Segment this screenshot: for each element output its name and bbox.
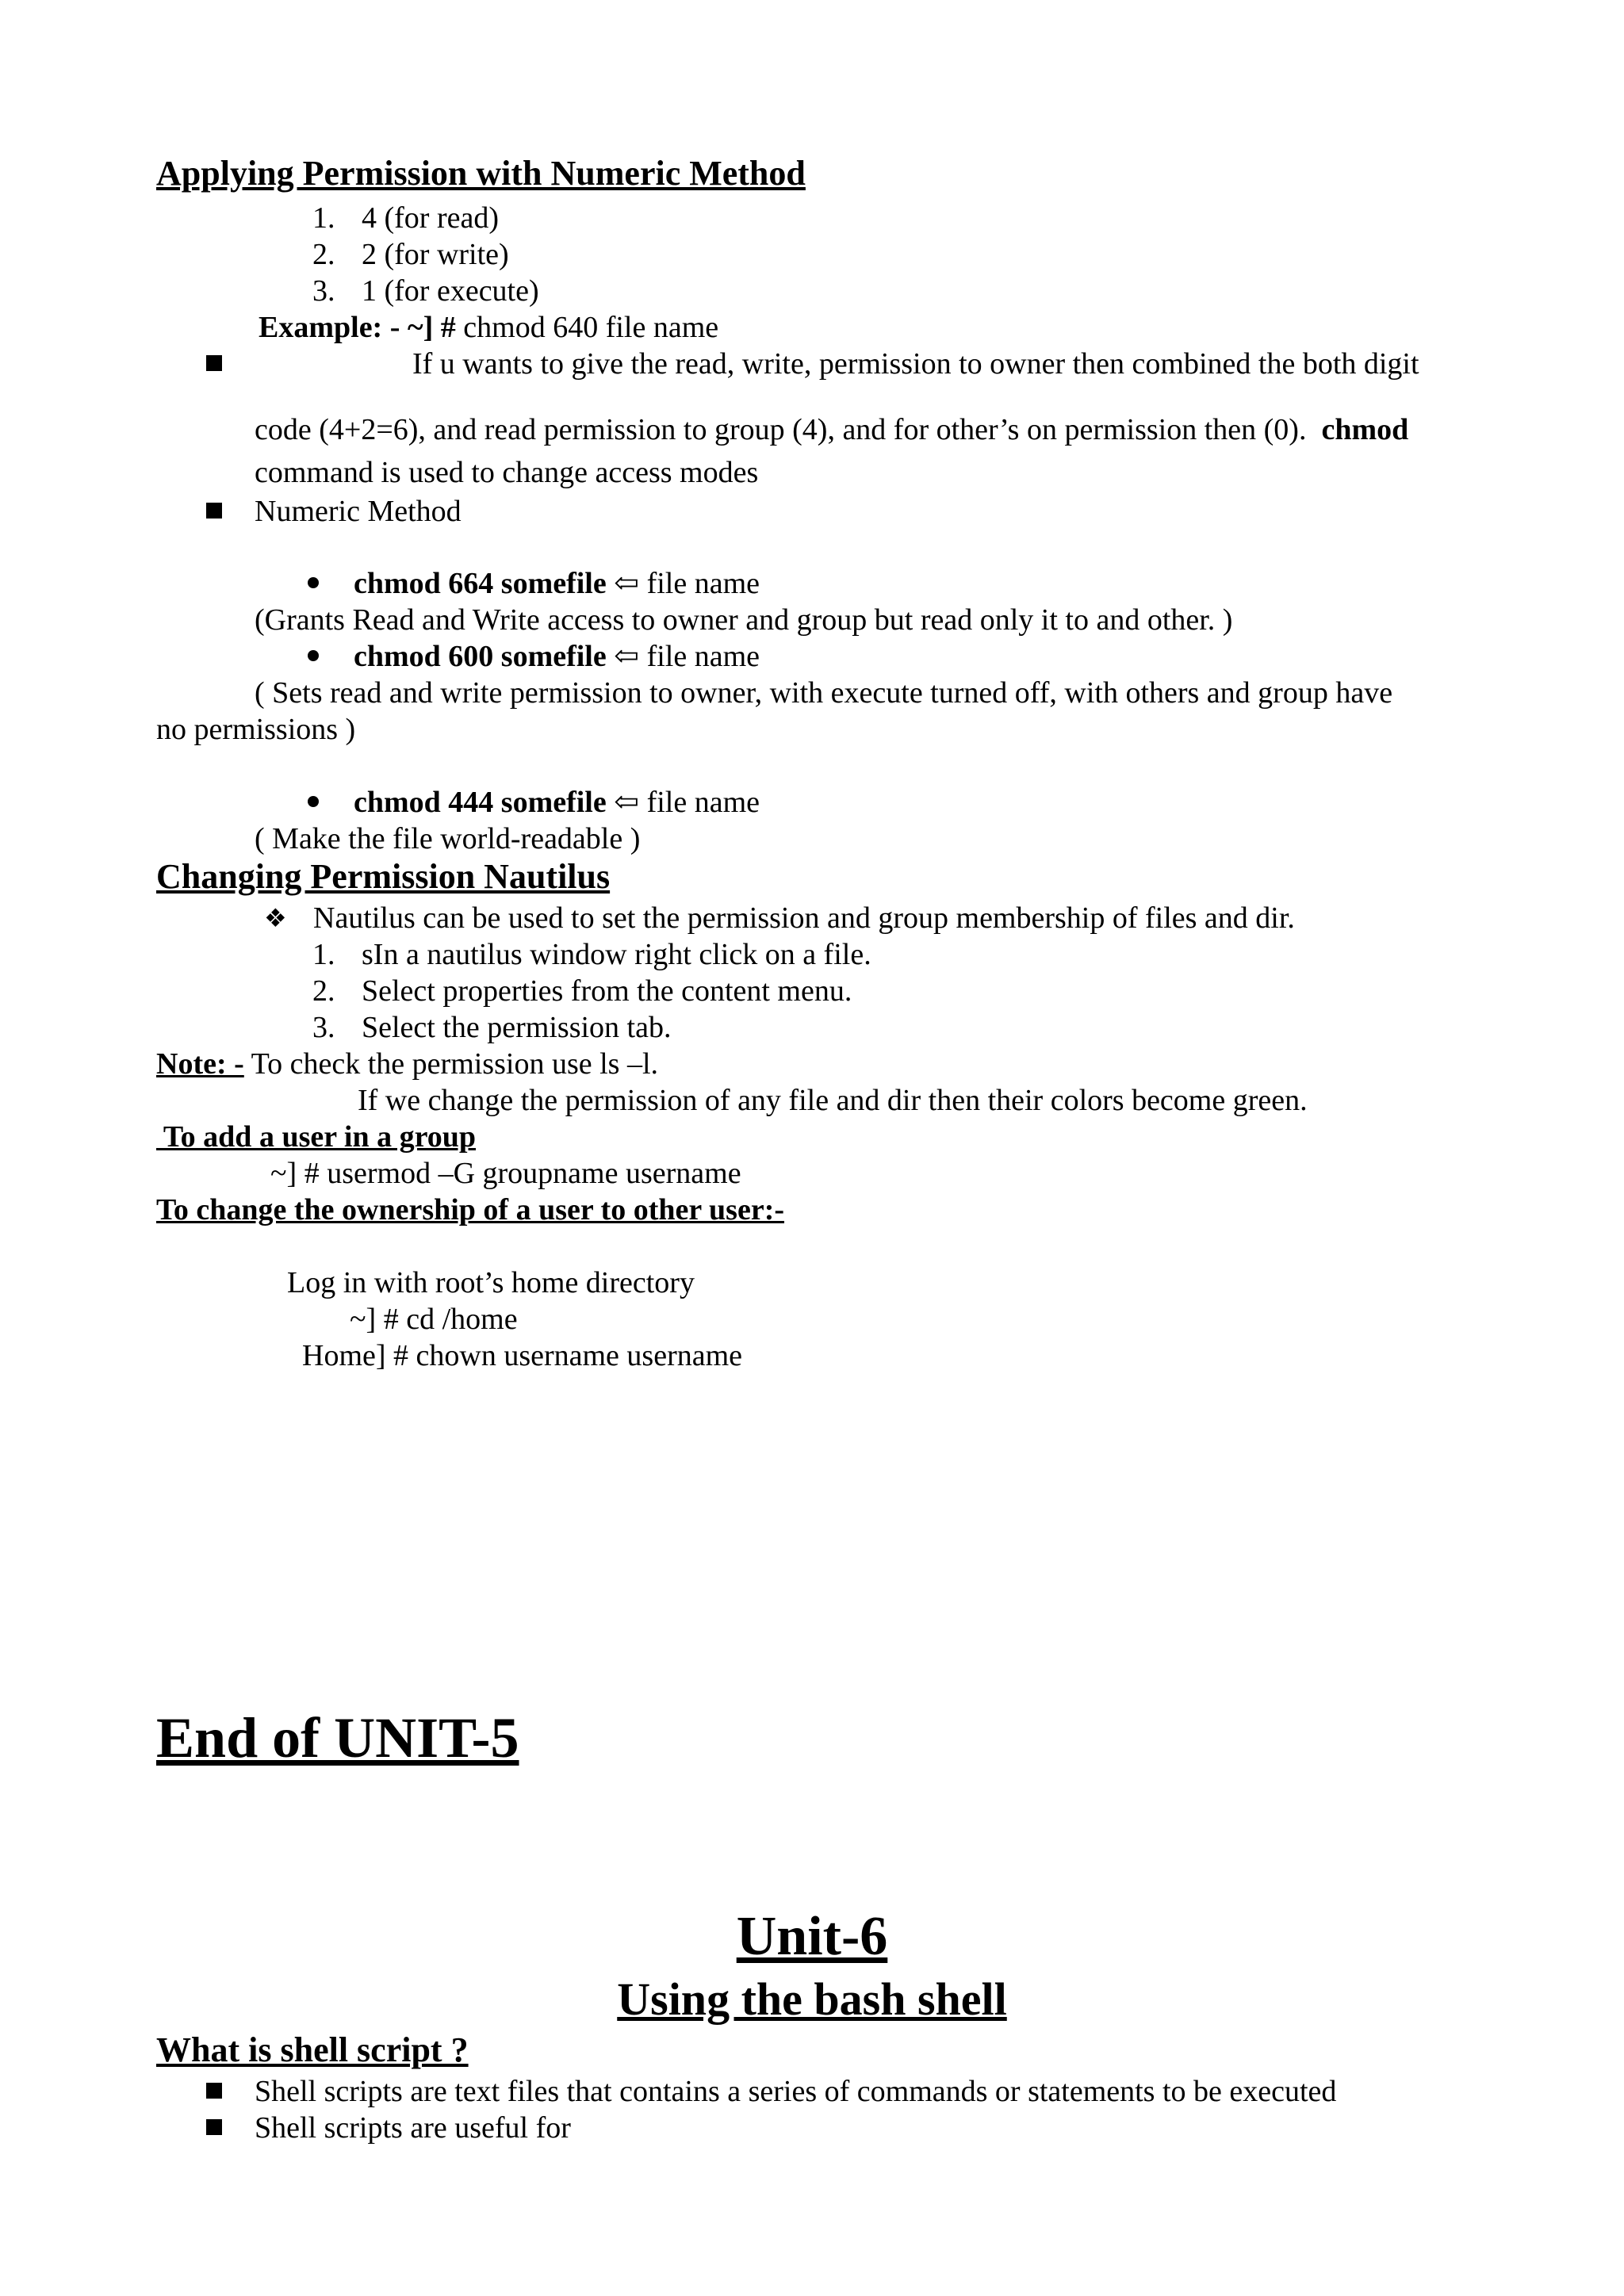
ownership-line: Home] # chown username username [302,1339,743,1372]
shell-script-heading: What is shell script ? [156,2030,469,2069]
add-user-command: ~] # usermod –G groupname username [270,1157,741,1190]
command-line [354,565,760,602]
paragraph-text: code (4+2=6), and read permission to group (4), and for other’s on permission then (0). [255,413,1307,446]
list-number: 3. [312,1011,335,1044]
command-text: chmod 600 somefile [354,640,607,673]
end-of-unit-heading: End of UNIT-5 [156,1706,519,1770]
list-item: 2 (for write) [362,238,509,271]
left-arrow-icon: ⇦ [614,786,640,819]
command-description: ( Sets read and write permission to owner, with execute turned off, with others and group have [255,676,1393,710]
command-text: chmod 444 somefile [354,786,607,819]
command-line [354,638,760,675]
command-tail: file name [646,786,760,819]
list-number: 1. [312,938,335,971]
command-tail: file name [646,567,760,600]
unit-subtitle: Using the bash shell [617,1973,1007,2025]
example-line [259,309,718,346]
left-arrow-icon: ⇦ [614,567,640,600]
command-description: ( Make the file world-readable ) [255,822,641,855]
list-number: 2. [312,238,335,271]
left-arrow-icon: ⇦ [614,640,640,673]
list-item: sIn a nautilus window right click on a file. [362,938,871,971]
square-bullet-icon [206,2083,222,2099]
diamond-bullet-icon: ❖ [264,904,287,932]
note-line [156,1046,658,1082]
ownership-line: Log in with root’s home directory [287,1266,695,1299]
list-item: Select the permission tab. [362,1011,672,1044]
list-item: Select properties from the content menu. [362,974,852,1008]
square-bullet-icon [206,2119,222,2135]
bullet-text: Shell scripts are useful for [255,2111,571,2145]
list-item: 1 (for execute) [362,274,539,308]
ownership-line: ~] # cd /home [350,1303,518,1336]
ownership-heading: To change the ownership of a user to other user:- [156,1193,785,1226]
round-bullet-icon [308,577,319,588]
paragraph-line: If u wants to give the read, write, permission to owner then combined the both digit [412,347,1419,381]
list-item: 4 (for read) [362,201,500,235]
command-line [354,784,760,821]
paragraph-line: command is used to change access modes [255,456,759,489]
list-number: 1. [312,201,335,235]
section-heading-numeric: Applying Permission with Numeric Method [156,154,806,193]
command-description: (Grants Read and Write access to owner and group but read only it to and other. ) [255,603,1233,637]
command-tail: file name [646,640,760,673]
nautilus-intro: Nautilus can be used to set the permission and group membership of files and dir. [313,901,1295,935]
list-number: 3. [312,274,335,308]
square-bullet-icon [206,503,222,519]
example-label: Example: - ~] # [259,311,456,344]
round-bullet-icon [308,796,319,807]
note-text: To check the permission use ls –l. [243,1047,659,1081]
unit-title: Unit-6 [736,1906,888,1967]
add-user-heading: To add a user in a group [156,1120,477,1154]
note-line: If we change the permission of any file and dir then their colors become green. [358,1084,1308,1117]
paragraph-line [255,411,1408,448]
command-text: chmod 664 somefile [354,567,607,600]
square-bullet-icon [206,355,222,371]
bullet-text: Numeric Method [255,495,462,528]
example-command: chmod 640 file name [455,311,719,344]
section-heading-nautilus: Changing Permission Nautilus [156,857,611,896]
note-label: Note: - [156,1047,244,1081]
bullet-text: Shell scripts are text files that contains a series of commands or statements to be executed [255,2075,1337,2108]
command-description: no permissions ) [156,713,356,746]
chmod-keyword: chmod [1321,413,1409,446]
round-bullet-icon [308,650,319,661]
list-number: 2. [312,974,335,1008]
